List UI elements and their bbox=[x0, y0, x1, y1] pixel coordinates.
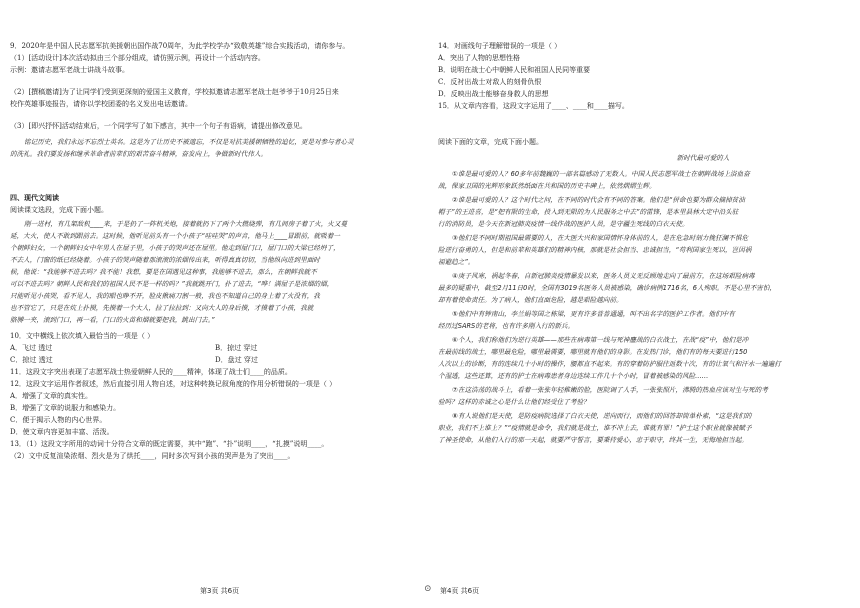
q15-stem: 15．从文章内容看，这段文字运用了____、____和____描写。 bbox=[438, 102, 629, 110]
q14-option-b: B．说明在战士心中朝鲜人民和祖国人民同等重要 bbox=[438, 66, 591, 74]
section-title: 四、现代文阅读 bbox=[10, 194, 59, 202]
article-line: 验吗？这样的赤诚之心是什么让他们经受住了考验？ bbox=[438, 398, 590, 406]
article-line: 行的消防员，是今天在新冠肺炎疫情一线作战的医护人员，是守疆生死线的白衣天使。 bbox=[438, 220, 689, 228]
passage-line: 胳膊一夹，滚到门口，再一看，门口的火苗和烟就要把我，跳出门去。” bbox=[10, 316, 215, 324]
passage-line: 刚一进村，有几架敌机____来，于是扔了一阵机关炮，接着就扔下了两个大燃烧弹，有几间房子着了火，火又蔓 bbox=[24, 220, 348, 228]
right-column bbox=[438, 40, 848, 446]
q13-part2: （2）文中反复渲染浓烟、烈火是为了烘托____，同时多次写到小孩的哭声是为了突出____。 bbox=[10, 452, 295, 460]
page-number-left: 第3页 共6页 bbox=[200, 587, 240, 595]
passage-line: 可以不进去吗？朝鲜人民和我们的祖国人民不是一样的吗？”我就跳开门，扑了进去，“哗！满屋子是浓烟的烟， bbox=[10, 280, 334, 288]
article-line: 战，保家卫国的光辉形象跃然纸面在共和国的历史丰碑上，依然熠熠生辉。 bbox=[438, 182, 656, 190]
article-line: 最多的疑重中，截至2月11日0时，全国有3019名医务人员被感染，确诊病例1716名，6人殉职。不是心里不害怕， bbox=[438, 284, 777, 292]
reading-intro: 阅读下面的文章，完成下面小题。 bbox=[438, 138, 543, 146]
article-line: ⑤他们中有钟南山，李兰娟等国之栋梁，更有许多普普通通，叫不出名字的医护工作者。他们中有 bbox=[452, 310, 735, 318]
q14-option-a: A．突出了人物的思想性格 bbox=[438, 54, 521, 62]
article-line: 却有着使命责任。为了病人，他们直面危险，越是艰险越向前。 bbox=[438, 296, 623, 304]
q10-option-a: A．飞过 透过 bbox=[10, 344, 53, 352]
article-line: 经历过SARS的老将，也有许多刚入行的新兵。 bbox=[438, 322, 575, 330]
article-line: 帽子”的王进喜，是“把有限的生命，投入到无限的为人民服务之中去”的雷锋，是本里县林大定中沿头驻 bbox=[438, 208, 739, 216]
q10-option-d: D．盘过 穿过 bbox=[215, 356, 258, 364]
article-line: 福避趋之”。 bbox=[438, 258, 475, 266]
article-line: ①谁是最可爱的人？60多年前魏巍的一部名篇感动了无数人。中国人民志愿军战士在朝鲜战场上浴血奋 bbox=[452, 170, 750, 178]
left-column bbox=[10, 40, 420, 462]
q9-part1: （1）[活动设计]本次活动拟由三个部分组成，请仿照示例，再设计一个活动内容。 bbox=[10, 54, 265, 62]
q14-stem: 14．对画线句子理解错误的一项是（ ） bbox=[438, 42, 562, 50]
q10-options-row1 bbox=[10, 342, 420, 354]
article-line: ⑥个人，我们称他们为逆行英雄——那些在病毒第一线与死神鏖战的白衣战士，在战“疫”中，他们是冲 bbox=[452, 336, 749, 344]
right-page bbox=[430, 0, 860, 608]
q14-option-c: C．反衬出战士对敌人的刻骨仇恨 bbox=[438, 78, 542, 86]
q9-part2-line2: 校作英雄事迹报告，请你以学校团委的名义发出电话邀请。 bbox=[10, 100, 192, 108]
q13-part1: 13．（1）这段文字所用的动词十分符合文章的既定需要，其中“跑”、“扑”说明____，“扎摸”说明____。 bbox=[10, 440, 329, 448]
passage-line: 不去人，门窗的纸已经烧着。小孩子的哭声随着那滚滚的浓烟传出来，听得真真切切，当他纵向进到里面时 bbox=[10, 256, 320, 264]
q9-quote-line1: 铭记历史，我们永远不忘烈士英名。这是为了让历史不被遗忘，不仅是对抗美援朝牺牲的追忆，更是对参与者心灵 bbox=[24, 138, 354, 146]
article-line: ⑦在这浩荡的战斗上，看着一张张年轻稚嫩的脸，医院调了人手，一张张照片，沸腾的热血应该对生与死的考 bbox=[452, 386, 768, 394]
q14-option-d: D．反映出战士能够奋身救人的思想 bbox=[438, 90, 549, 98]
q10-option-c: C．掠过 透过 bbox=[10, 356, 53, 364]
article-line: ③他们是不同时期祖国最需要的人，在大医大兴和家国情怀身体前的人，是在危急时刻力挽狂澜不惧危 bbox=[452, 234, 749, 242]
q12-option-a: A．增强了文章的真实性。 bbox=[10, 392, 93, 400]
q9-part3: （3）[即兴抒怀]活动结束后，一个同学写了如下感言，其中一个句子有语病，请提出修改意见。 bbox=[10, 122, 307, 130]
article-line: 职业，我们不上谁上？”“疫情就是命令，我们就是战士，谁不冲上去，谁就有罪！”护士这个职业就像被赋予 bbox=[438, 424, 752, 432]
article-line: ④庚子风寒，祸起冬春，自新冠肺炎疫情暴发以来，医务人员义无反顾地走向了最前方，在这场艰险病毒 bbox=[452, 272, 755, 280]
q9-part2-line1: （2）[撰稿邀请]为了让同学们受到更深刻的爱国主义教育，学校拟邀请志愿军老战士赵爷爷于10月25日来 bbox=[10, 88, 339, 96]
passage-line: 也不管它了，只是在炕上扑摸，先摸着一个大人，拉了拉拉到：又向大人的身后摸，才摸着了小孩，我就 bbox=[10, 304, 314, 312]
q11-stem: 11．这段文字突出表现了志愿军战士热爱朝鲜人民的____精神，体现了战士们____的品质。 bbox=[10, 368, 292, 376]
article-line: 了神圣使命，从他们入行的那一天起，就要严守誓言，要秉持爱心，忠于职守，终其一生，无悔地担当起。 bbox=[438, 436, 748, 444]
passage-line: 候，他说：“我能够不进去吗？我不能！我想，要是在国遇见这种事，我能够不进去，那么，在朝鲜我就不 bbox=[10, 268, 317, 276]
article-title: 新时代最可爱的人 bbox=[676, 154, 730, 162]
q12-stem: 12．这段文字运用作者叙述，然后直接引用人物自述，对这种转换记叙角度的作用分析错误的一项是（ ） bbox=[10, 380, 337, 388]
q9-example: 示例：邀请志愿军老战士讲战斗故事。 bbox=[10, 66, 129, 74]
q12-option-b: B．增强了文章的说服力和感染力。 bbox=[10, 404, 121, 412]
article-line: 在最前线的战士，哪里最危险，哪里最需要，哪里就有他们的身影。在发热门诊，他们有的每天要进行150 bbox=[438, 348, 748, 356]
passage-line: 个朝鲜妇女，一个朝鲜妇女中年男人在屋子里，小孩子的哭声还在屋里。他走到屋门口，屋门口的大梁已经坍了， bbox=[10, 244, 340, 252]
q9-quote-line2: 的洗礼。我们要发扬和继承革命者前辈们的艰苦奋斗精神，奋发向上，争做新时代伟人。 bbox=[10, 150, 268, 158]
q10-stem: 10．文中横线上依次填入最恰当的一项是（ ） bbox=[10, 332, 155, 340]
article-line: 险逆行奋勇的人，但是和前辈和英雄们的精神内核，那就是社会担当、忠诚担当，“苟利国家生死以，岂因祸 bbox=[438, 246, 752, 254]
page-number-right: 第4页 共6页 bbox=[440, 587, 480, 595]
article-line: ⑧有人说他们是天使，是防疫病院选择了白衣天使，逆向而行，而他们的回答却简单朴素，“这是我们的 bbox=[452, 412, 752, 420]
passage-line: 只能听见小孩哭，看不见人，我的眼也睁不开，脸皮揪痛刀割一般，我也不知道自己的身上着了火没有，我 bbox=[10, 292, 320, 300]
q10-options-row2 bbox=[10, 354, 420, 366]
q9-stem: 9．2020年是中国人民志愿军抗美援朝出国作战70周年，为此学校学办“致敬英雄”综合实践活动，请你参与。 bbox=[10, 42, 350, 50]
q10-option-b: B．掠过 穿过 bbox=[215, 344, 258, 352]
q12-option-c: C．便于揭示人物的内心世界。 bbox=[10, 416, 107, 424]
article-line: 个湿透，这些还算，还有的护士在病毒患者身边连续工作几十个小时，冒着被感染的风险…… bbox=[438, 372, 709, 380]
article-line: ②谁是最可爱的人？这个时代之问，在不同的时代会有不同的答案。他们是“拼命也要为群众摘掉贫油 bbox=[452, 196, 745, 204]
q12-option-d: D．使文章内容更加丰富、活泼。 bbox=[10, 428, 114, 436]
binding-mark: ⊙ bbox=[424, 584, 432, 594]
passage-line: 延，大火，使人不敢到跟前去。这时候，他听见前头有一个小孩子“哇哇哭”的声音，他马上____冒跟前，就吸着一 bbox=[10, 232, 340, 240]
article-line: 人次以上的诊断，有的连续几十小时的操作，腰都直不起来。有的穿着防护服往返数十次，有的让氧气和汗水一遍遍打 bbox=[438, 360, 781, 368]
reading-intro: 阅读课文选段，完成下面小题。 bbox=[10, 206, 108, 214]
